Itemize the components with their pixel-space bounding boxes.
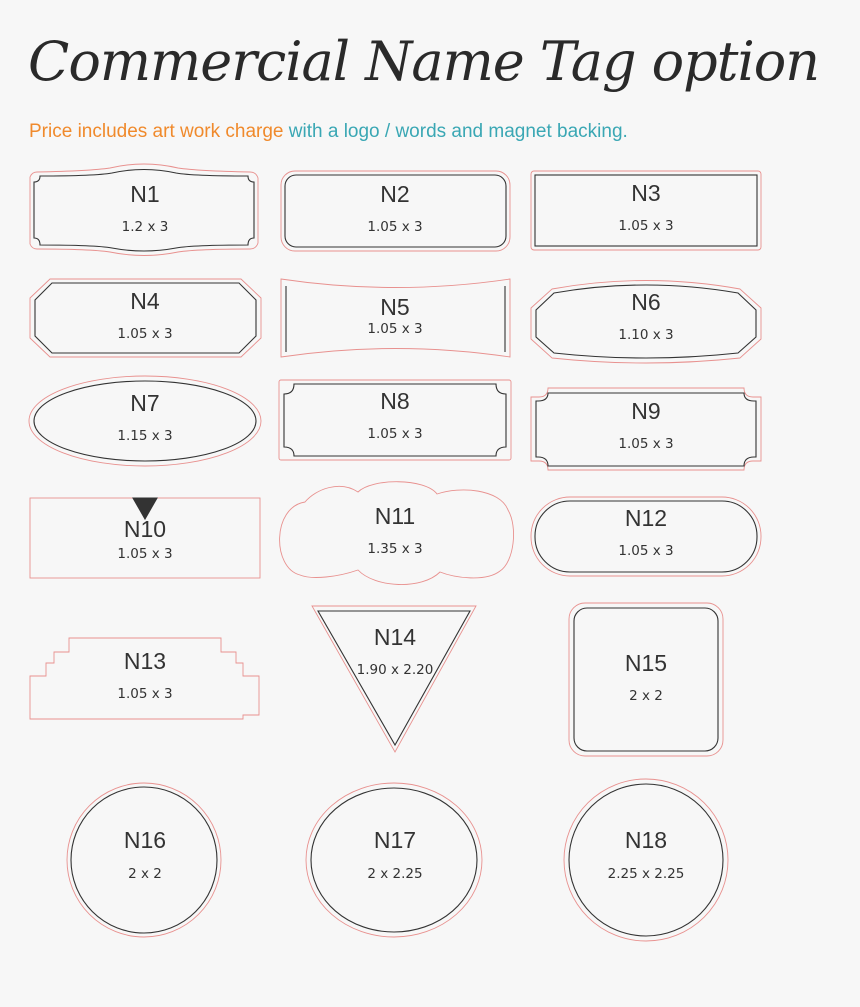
tag-id-label: N12 [624,505,668,531]
tag-size-label: 1.05 x 3 [618,543,674,559]
tag-id-label: N3 [631,180,661,206]
tag-id-label: N4 [130,288,160,314]
tag-size-label: 1.15 x 3 [117,428,173,444]
tag-n6 [618,289,673,343]
tag-n11 [367,503,422,557]
tag-n18 [608,827,685,882]
tag-id-label: N16 [123,827,167,853]
tag-n4 [117,288,172,342]
tag-size-label: 1.05 x 3 [618,436,674,452]
tag-n2 [367,181,422,235]
tag-n14 [357,624,434,678]
tag-n15 [625,650,667,704]
tag-size-label: 1.05 x 3 [618,218,674,234]
tag-size-label: 2 x 2 [629,688,663,704]
tag-n12 [618,505,673,559]
tag-size-label: 1.05 x 3 [117,546,173,562]
tag-size-label: 1.05 x 3 [367,426,423,442]
tag-id-label: N1 [130,181,160,207]
tag-id-label: N5 [380,294,410,320]
tag-size-label: 2 x 2.25 [367,866,423,882]
tag-n17 [367,827,422,882]
tag-id-label: N14 [373,624,417,650]
tag-id-label: N2 [380,181,410,207]
tag-n7 [117,390,172,444]
tag-n9 [618,398,673,452]
tag-id-label: N15 [624,650,668,676]
tag-n10 [117,516,172,562]
tag-size-label: 1.10 x 3 [618,327,674,343]
tag-id-label: N8 [380,388,410,414]
tag-n5 [367,294,422,337]
tag-id-label: N7 [130,390,160,416]
tag-n8 [367,388,422,442]
tag-id-label: N10 [123,516,167,542]
tag-n13 [117,648,172,702]
tag-id-label: N11 [374,503,416,529]
tag-size-label: 2 x 2 [128,866,162,882]
tag-id-label: N17 [373,827,417,853]
tag-n16 [124,827,166,882]
tag-size-label: 1.05 x 3 [117,686,173,702]
tag-size-label: 1.05 x 3 [367,219,423,235]
tag-id-label: N9 [631,398,661,424]
tag-size-label: 1.05 x 3 [117,326,173,342]
subtitle-price-text: Price includes art work charge [29,121,284,142]
tag-id-label: N6 [631,289,661,315]
tag-size-label: 1.90 x 2.20 [356,662,434,678]
tag-size-label: 1.05 x 3 [367,321,423,337]
tag-id-label: N18 [624,827,668,853]
tag-size-label: 1.2 x 3 [121,219,169,235]
tag-size-label: 1.35 x 3 [367,541,423,557]
tag-id-label: N13 [123,648,167,674]
tag-n3 [618,180,673,234]
tag-size-label: 2.25 x 2.25 [607,866,685,882]
page-title: Commercial Name Tag option [28,30,820,93]
subtitle-detail-text: with a logo / words and magnet backing. [283,121,628,142]
tag-n1 [122,181,169,235]
